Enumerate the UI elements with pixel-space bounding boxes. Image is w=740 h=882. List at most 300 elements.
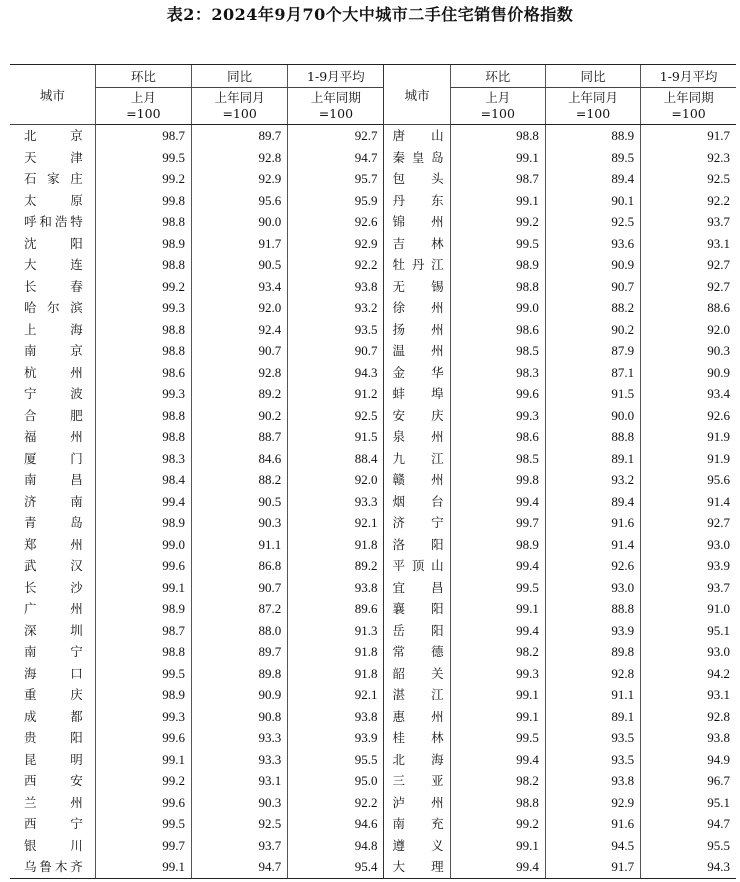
- yoy-cell: 92.9: [191, 168, 287, 190]
- city-cell: 贵阳: [24, 730, 83, 745]
- header-yoy: 同比: [191, 65, 287, 88]
- mom-cell: 99.8: [450, 469, 545, 491]
- yoy-cell: 94.7: [191, 856, 287, 878]
- mom-cell: 99.1: [450, 835, 545, 857]
- table-row: [10, 641, 736, 663]
- city-cell: 襄阳: [384, 598, 450, 620]
- avg-cell: 91.8: [288, 641, 384, 663]
- mom-cell: 98.4: [95, 469, 191, 491]
- city-cell: 昆明: [24, 751, 83, 767]
- yoy-cell: 90.9: [545, 254, 640, 276]
- price-index-table: [10, 64, 736, 879]
- header-mom: 环比: [95, 65, 191, 88]
- table-row: [10, 190, 736, 212]
- yoy-cell: 92.8: [191, 147, 287, 169]
- yoy-cell: 91.6: [545, 512, 640, 534]
- yoy-cell: 93.1: [191, 770, 287, 792]
- yoy-cell: 93.5: [545, 749, 640, 771]
- city-cell: 西宁: [24, 816, 83, 831]
- mom-cell: 99.6: [450, 383, 545, 405]
- avg-cell: 89.2: [288, 555, 384, 577]
- city-cell: 牡丹江: [384, 254, 450, 276]
- mom-cell: 99.6: [95, 727, 191, 749]
- yoy-cell: 92.4: [191, 319, 287, 341]
- avg-cell: 92.0: [288, 469, 384, 491]
- city-cell: 泉州: [384, 426, 450, 448]
- subheader-yoy-right: 上年同月 =100: [545, 88, 640, 125]
- avg-cell: 88.6: [641, 297, 736, 319]
- avg-cell: 93.8: [288, 276, 384, 298]
- mom-cell: 98.8: [95, 405, 191, 427]
- avg-cell: 91.4: [641, 491, 736, 513]
- avg-cell: 93.1: [641, 233, 736, 255]
- city-cell: 长春: [24, 278, 83, 294]
- city-cell: 大理: [384, 856, 450, 878]
- mom-cell: 98.7: [95, 620, 191, 642]
- mom-cell: 99.4: [450, 555, 545, 577]
- avg-cell: 94.6: [288, 813, 384, 835]
- avg-cell: 94.9: [641, 749, 736, 771]
- mom-cell: 99.4: [450, 856, 545, 878]
- yoy-cell: 93.8: [545, 770, 640, 792]
- city-cell: 济南: [24, 493, 83, 509]
- city-cell: 蚌埠: [384, 383, 450, 405]
- mom-cell: 98.6: [450, 319, 545, 341]
- table-row: [10, 405, 736, 427]
- table-row: [10, 297, 736, 319]
- avg-cell: 94.8: [288, 835, 384, 857]
- subheader-mom-right: 上月 =100: [450, 88, 545, 125]
- header-yoy-right: 同比: [545, 65, 640, 88]
- avg-cell: 95.6: [641, 469, 736, 491]
- mom-cell: 99.0: [95, 534, 191, 556]
- header-avg-right: 1-9月平均: [641, 65, 736, 88]
- table-row: [10, 491, 736, 513]
- yoy-cell: 95.6: [191, 190, 287, 212]
- mom-cell: 99.4: [450, 620, 545, 642]
- city-cell: 锦州: [384, 211, 450, 233]
- yoy-cell: 93.3: [191, 727, 287, 749]
- avg-cell: 94.3: [288, 362, 384, 384]
- table-row: [10, 254, 736, 276]
- mom-cell: 98.8: [95, 254, 191, 276]
- avg-cell: 96.7: [641, 770, 736, 792]
- avg-cell: 95.1: [641, 620, 736, 642]
- avg-cell: 90.9: [641, 362, 736, 384]
- yoy-cell: 89.4: [545, 491, 640, 513]
- table-row: [10, 233, 736, 255]
- mom-cell: 98.7: [95, 125, 191, 147]
- yoy-cell: 90.0: [545, 405, 640, 427]
- mom-cell: 99.2: [95, 276, 191, 298]
- city-cell: 包头: [384, 168, 450, 190]
- mom-cell: 99.5: [450, 233, 545, 255]
- table-row: [10, 620, 736, 642]
- avg-cell: 92.6: [288, 211, 384, 233]
- city-cell: 温州: [384, 340, 450, 362]
- table-row: [10, 706, 736, 728]
- yoy-cell: 89.2: [191, 383, 287, 405]
- avg-cell: 92.3: [641, 147, 736, 169]
- city-cell: 呼和浩特: [24, 214, 83, 229]
- city-cell: 丹东: [384, 190, 450, 212]
- mom-cell: 98.3: [450, 362, 545, 384]
- yoy-cell: 89.8: [545, 641, 640, 663]
- table-row: [10, 727, 736, 749]
- city-cell: 福州: [24, 429, 83, 444]
- city-cell: 南充: [384, 813, 450, 835]
- mom-cell: 98.8: [450, 792, 545, 814]
- city-cell: 三亚: [384, 770, 450, 792]
- yoy-cell: 89.1: [545, 448, 640, 470]
- city-cell: 合肥: [24, 407, 83, 423]
- yoy-cell: 90.7: [191, 340, 287, 362]
- yoy-cell: 86.8: [191, 555, 287, 577]
- avg-cell: 93.5: [288, 319, 384, 341]
- mom-cell: 99.7: [95, 835, 191, 857]
- avg-cell: 89.6: [288, 598, 384, 620]
- city-cell: 石家庄: [24, 171, 83, 186]
- yoy-cell: 90.9: [191, 684, 287, 706]
- mom-cell: 99.5: [450, 577, 545, 599]
- yoy-cell: 90.5: [191, 491, 287, 513]
- city-column-header: 城市: [10, 65, 95, 125]
- subheader-avg-right: 上年同期 =100: [641, 88, 736, 125]
- avg-cell: 94.7: [288, 147, 384, 169]
- table-row: [10, 276, 736, 298]
- mom-cell: 99.6: [95, 555, 191, 577]
- mom-cell: 98.9: [95, 512, 191, 534]
- table-row: [10, 512, 736, 534]
- mom-cell: 98.6: [95, 362, 191, 384]
- yoy-cell: 88.9: [545, 125, 640, 147]
- table-row: [10, 469, 736, 491]
- avg-cell: 90.7: [288, 340, 384, 362]
- yoy-cell: 93.3: [191, 749, 287, 771]
- mom-cell: 99.1: [450, 684, 545, 706]
- avg-cell: 92.2: [288, 254, 384, 276]
- city-cell: 长沙: [24, 579, 83, 595]
- table-row: [10, 770, 736, 792]
- city-cell: 宜昌: [384, 577, 450, 599]
- table-row: [10, 555, 736, 577]
- yoy-cell: 90.5: [191, 254, 287, 276]
- mom-cell: 98.3: [95, 448, 191, 470]
- mom-cell: 99.1: [450, 190, 545, 212]
- city-cell: 银川: [24, 837, 83, 853]
- mom-cell: 99.3: [95, 297, 191, 319]
- city-cell: 遵义: [384, 835, 450, 857]
- city-cell: 沈阳: [24, 235, 83, 251]
- yoy-cell: 92.9: [545, 792, 640, 814]
- city-cell: 武汉: [24, 558, 83, 573]
- avg-cell: 95.4: [288, 856, 384, 878]
- table-row: [10, 168, 736, 190]
- avg-cell: 92.7: [288, 125, 384, 147]
- city-cell: 深圳: [24, 622, 83, 638]
- yoy-cell: 93.5: [545, 727, 640, 749]
- city-cell: 平顶山: [384, 555, 450, 577]
- mom-cell: 98.9: [95, 598, 191, 620]
- city-cell: 海口: [24, 665, 83, 681]
- table-row: [10, 856, 736, 878]
- city-cell: 上海: [24, 321, 83, 337]
- avg-cell: 94.7: [641, 813, 736, 835]
- avg-cell: 92.5: [288, 405, 384, 427]
- mom-cell: 99.4: [450, 491, 545, 513]
- avg-cell: 93.0: [641, 534, 736, 556]
- mom-cell: 98.9: [95, 233, 191, 255]
- city-cell: 岳阳: [384, 620, 450, 642]
- city-cell: 郑州: [24, 536, 83, 552]
- yoy-cell: 91.7: [545, 856, 640, 878]
- mom-cell: 98.7: [450, 168, 545, 190]
- avg-cell: 95.5: [288, 749, 384, 771]
- city-cell: 赣州: [384, 469, 450, 491]
- yoy-cell: 91.6: [545, 813, 640, 835]
- city-cell: 常德: [384, 641, 450, 663]
- avg-cell: 93.9: [641, 555, 736, 577]
- mom-cell: 98.8: [95, 426, 191, 448]
- yoy-cell: 89.7: [191, 641, 287, 663]
- mom-cell: 99.5: [95, 813, 191, 835]
- avg-cell: 95.5: [641, 835, 736, 857]
- table-row: [10, 426, 736, 448]
- table-row: [10, 813, 736, 835]
- mom-cell: 98.2: [450, 641, 545, 663]
- avg-cell: 92.1: [288, 512, 384, 534]
- city-cell: 金华: [384, 362, 450, 384]
- mom-cell: 99.0: [450, 297, 545, 319]
- city-cell: 北京: [24, 128, 83, 143]
- yoy-cell: 90.3: [191, 792, 287, 814]
- mom-cell: 98.8: [450, 125, 545, 147]
- city-cell: 九江: [384, 448, 450, 470]
- table-row: [10, 534, 736, 556]
- city-cell: 吉林: [384, 233, 450, 255]
- table-row: [10, 598, 736, 620]
- avg-cell: 92.9: [288, 233, 384, 255]
- city-cell: 韶关: [384, 663, 450, 685]
- city-cell: 广州: [24, 601, 83, 616]
- city-cell: 南昌: [24, 472, 83, 487]
- city-cell: 北海: [384, 749, 450, 771]
- mom-cell: 99.5: [95, 147, 191, 169]
- mom-cell: 98.8: [95, 641, 191, 663]
- city-cell: 杭州: [24, 364, 83, 380]
- avg-cell: 93.0: [641, 641, 736, 663]
- avg-cell: 95.1: [641, 792, 736, 814]
- mom-cell: 98.9: [95, 684, 191, 706]
- avg-cell: 91.2: [288, 383, 384, 405]
- mom-cell: 99.2: [450, 211, 545, 233]
- avg-cell: 92.6: [641, 405, 736, 427]
- yoy-cell: 88.7: [191, 426, 287, 448]
- mom-cell: 98.8: [95, 211, 191, 233]
- table-row: [10, 749, 736, 771]
- table-row: [10, 125, 736, 147]
- yoy-cell: 88.2: [545, 297, 640, 319]
- city-cell: 惠州: [384, 706, 450, 728]
- table-title: 表2：2024年9月70个大中城市二手住宅销售价格指数: [166, 5, 574, 24]
- table-row: [10, 448, 736, 470]
- city-cell: 西安: [24, 773, 83, 788]
- mom-cell: 99.1: [95, 577, 191, 599]
- header-mom-right: 环比: [450, 65, 545, 88]
- table-row: [10, 577, 736, 599]
- mom-cell: 99.8: [95, 190, 191, 212]
- avg-cell: 93.3: [288, 491, 384, 513]
- yoy-cell: 89.4: [545, 168, 640, 190]
- yoy-cell: 92.5: [545, 211, 640, 233]
- avg-cell: 95.0: [288, 770, 384, 792]
- city-cell: 成都: [24, 708, 83, 724]
- mom-cell: 99.3: [450, 405, 545, 427]
- avg-cell: 92.0: [641, 319, 736, 341]
- mom-cell: 98.8: [450, 276, 545, 298]
- city-cell: 青岛: [24, 515, 83, 530]
- yoy-cell: 87.1: [545, 362, 640, 384]
- yoy-cell: 90.8: [191, 706, 287, 728]
- mom-cell: 99.2: [95, 770, 191, 792]
- mom-cell: 99.1: [450, 147, 545, 169]
- avg-cell: 93.9: [288, 727, 384, 749]
- avg-cell: 93.8: [288, 577, 384, 599]
- yoy-cell: 91.4: [545, 534, 640, 556]
- yoy-cell: 90.0: [191, 211, 287, 233]
- yoy-cell: 94.5: [545, 835, 640, 857]
- table-row: [10, 835, 736, 857]
- avg-cell: 91.9: [641, 448, 736, 470]
- avg-cell: 92.7: [641, 276, 736, 298]
- subheader-avg: 上年同期 =100: [288, 88, 384, 125]
- city-cell: 湛江: [384, 684, 450, 706]
- yoy-cell: 93.7: [191, 835, 287, 857]
- yoy-cell: 84.6: [191, 448, 287, 470]
- city-cell: 济宁: [384, 512, 450, 534]
- city-cell: 泸州: [384, 792, 450, 814]
- yoy-cell: 90.7: [545, 276, 640, 298]
- city-cell: 南京: [24, 343, 83, 358]
- city-cell: 哈尔滨: [24, 300, 83, 315]
- yoy-cell: 87.9: [545, 340, 640, 362]
- mom-cell: 98.9: [450, 534, 545, 556]
- mom-cell: 99.3: [450, 663, 545, 685]
- avg-cell: 92.5: [641, 168, 736, 190]
- city-cell: 厦门: [24, 450, 83, 466]
- mom-cell: 99.5: [450, 727, 545, 749]
- avg-cell: 93.7: [641, 577, 736, 599]
- yoy-cell: 89.1: [545, 706, 640, 728]
- yoy-cell: 90.2: [545, 319, 640, 341]
- yoy-cell: 90.3: [191, 512, 287, 534]
- yoy-cell: 87.2: [191, 598, 287, 620]
- avg-cell: 95.7: [288, 168, 384, 190]
- yoy-cell: 90.7: [191, 577, 287, 599]
- city-cell: 扬州: [384, 319, 450, 341]
- mom-cell: 99.3: [95, 706, 191, 728]
- table-row: [10, 362, 736, 384]
- table-row: [10, 211, 736, 233]
- yoy-cell: 93.6: [545, 233, 640, 255]
- mom-cell: 98.8: [95, 340, 191, 362]
- city-cell: 秦皇岛: [384, 147, 450, 169]
- mom-cell: 98.5: [450, 340, 545, 362]
- table-row: [10, 684, 736, 706]
- city-cell: 重庆: [24, 687, 83, 702]
- table-row: [10, 340, 736, 362]
- yoy-cell: 93.2: [545, 469, 640, 491]
- mom-cell: 99.3: [95, 383, 191, 405]
- yoy-cell: 92.5: [191, 813, 287, 835]
- yoy-cell: 91.7: [191, 233, 287, 255]
- avg-cell: 93.8: [288, 706, 384, 728]
- mom-cell: 98.9: [450, 254, 545, 276]
- avg-cell: 91.9: [641, 426, 736, 448]
- mom-cell: 99.1: [450, 598, 545, 620]
- avg-cell: 91.5: [288, 426, 384, 448]
- avg-cell: 92.1: [288, 684, 384, 706]
- yoy-cell: 89.8: [191, 663, 287, 685]
- table-row: [10, 383, 736, 405]
- city-column-header-right: 城市: [384, 65, 450, 125]
- yoy-cell: 89.7: [191, 125, 287, 147]
- yoy-cell: 93.0: [545, 577, 640, 599]
- mom-cell: 98.2: [450, 770, 545, 792]
- yoy-cell: 91.1: [545, 684, 640, 706]
- mom-cell: 99.2: [450, 813, 545, 835]
- yoy-cell: 92.8: [545, 663, 640, 685]
- city-cell: 乌鲁木齐: [10, 856, 95, 878]
- avg-cell: 94.2: [641, 663, 736, 685]
- city-cell: 大连: [24, 257, 83, 272]
- table-body: [10, 125, 736, 879]
- mom-cell: 99.7: [450, 512, 545, 534]
- yoy-cell: 91.1: [191, 534, 287, 556]
- city-cell: 安庆: [384, 405, 450, 427]
- avg-cell: 92.7: [641, 512, 736, 534]
- city-cell: 徐州: [384, 297, 450, 319]
- yoy-cell: 88.0: [191, 620, 287, 642]
- yoy-cell: 91.5: [545, 383, 640, 405]
- avg-cell: 91.7: [641, 125, 736, 147]
- avg-cell: 90.3: [641, 340, 736, 362]
- avg-cell: 88.4: [288, 448, 384, 470]
- mom-cell: 98.5: [450, 448, 545, 470]
- mom-cell: 99.5: [95, 663, 191, 685]
- city-cell: 宁波: [24, 386, 83, 401]
- mom-cell: 99.4: [450, 749, 545, 771]
- avg-cell: 92.8: [641, 706, 736, 728]
- avg-cell: 92.2: [641, 190, 736, 212]
- city-cell: 烟台: [384, 491, 450, 513]
- avg-cell: 91.3: [288, 620, 384, 642]
- yoy-cell: 88.8: [545, 598, 640, 620]
- mom-cell: 99.1: [95, 856, 191, 878]
- yoy-cell: 92.8: [191, 362, 287, 384]
- avg-cell: 91.8: [288, 534, 384, 556]
- city-cell: 天津: [24, 149, 83, 165]
- city-cell: 唐山: [384, 125, 450, 147]
- avg-cell: 93.8: [641, 727, 736, 749]
- avg-cell: 93.2: [288, 297, 384, 319]
- avg-cell: 95.9: [288, 190, 384, 212]
- yoy-cell: 90.1: [545, 190, 640, 212]
- mom-cell: 99.2: [95, 168, 191, 190]
- table-row: [10, 319, 736, 341]
- avg-cell: 91.8: [288, 663, 384, 685]
- yoy-cell: 88.8: [545, 426, 640, 448]
